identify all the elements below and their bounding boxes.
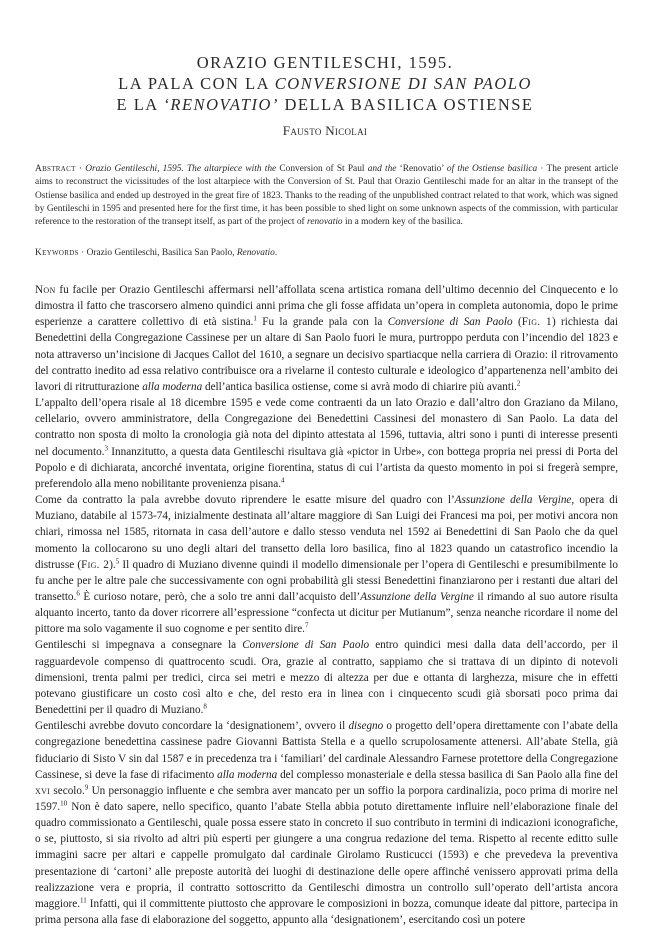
article-title-line-2: LA PALA CON LA CONVERSIONE DI SAN PAOLO	[118, 74, 532, 93]
footnote-ref[interactable]: 1	[253, 314, 257, 323]
abstract-label: Abstract	[35, 164, 76, 174]
paragraph-5: Gentileschi avrebbe dovuto concordare la ‘designationem’, ovvero il disegno o progetto dell’opera direttamente con l’abate della congregazione benedettina cassinese padre Giovanni Battista Stella e a quello scrupolosamente attenersi. All’abate Stella, già fiduciario di Sisto V sin dal 1587 e in precedenza tra i ‘familiari’ del cardinale Alessandro Farnese protettore della Congregazione Cassinese, si deve la fase di rifacimento alla moderna del complesso monasteriale e della stessa basilica di San Paolo alla fine del xvi secolo.$^9$ Un personaggio influente e che sembra aver mancato per un soffio la porpora cardinalizia, poco prima di morire nel 1597.10 Non è dato sapere, nello specifico, quanto l’abate Stella abbia potuto direttamente influire nell’elaborazione finale del quadro commissionato a Gentileschi, quale possa essere stato in concreto il suo contributo in termini di indicazioni iconografiche, o se, piuttosto, si sia rivolto ad altri più esperti per giungere a una congrua redazione del tema. Rispetto al recente editto sulle immagini sacre per altari e cappelle promulgato dal cardinale Girolamo Rusticucci (1593) e che prevedeva la preventiva presentazione di ‘cartoni’ alle preposte autorità dei luoghi di destinazione delle opere affinché venissero approvati prima della realizzazione vera e propria, il contratto sottoscritto da Gentileschi dimostra un controllo sull’operato dell’artista ancora maggiore.$^{11}$ Infatti, qui il committente piuttosto che approvare le composizioni in bozza, comunque ideate dal pittore, partecipa in prima persona alla fase di elaborazione del soggetto, appunto alla ‘designationem’, esercitando così un potere	[35, 720, 618, 927]
paragraph-4: Gentileschi si impegnava a consegnare la Conversione di San Paolo entro quindici mesi dalla data dell’accordo, per il ragguardevole compenso di quattrocento scudi. Ora, grazie al contratto, sappiamo che si trattava di un dipinto di notevoli dimensioni, trenta palmi per tredici, circa sei metri e mezzo di altezza per due e ottanta di larghezza, misure che in effetti potevano giustificare un costo così alto e che, del resto era in linea con i cinquecento scudi già sborsati poco prima dai Benedettini per il quadro di Muziano.$^8$	[35, 639, 618, 717]
author-name: Fausto Nicolai	[282, 123, 368, 138]
title-artwork-name: CONVERSIONE DI SAN PAOLO	[274, 74, 532, 93]
footnote-ref[interactable]: 10	[60, 799, 68, 808]
paragraph-1: Non fu facile per Orazio Gentileschi affermarsi nell’affollata scena artistica romana dell’ultimo decennio del Cinquecento e lo dimostra il fatto che trascorsero almeno quindici anni prima che gli fosse affidata un’opera in completa autonomia, dopo le prime esperienze a carattere collettivo di età sistina.$^1$ Fu la grande pala con la Conversione di San Paolo (Fig. 1) richiesta dai Benedettini della Congregazione Cassinese per un altare di San Paolo fuori le mura, purtroppo perduta con l’incendio del 1823 e nota attraverso un’incisione di Jacques Callot del 1610, a segnare un decisivo spartiacque nella carriera di Orazio: il ritrovamento del contratto inedito ad essa relativo contribuisce ora a rivelarne il contesto culturale e ideologico d’appartenenza nell’ambito dei lavori di ritrutturazione alla moderna dell’antica basilica ostiense, come si avrà modo di chiarire più avanti.$^2$	[35, 284, 619, 393]
footnote-ref[interactable]: 5	[115, 556, 120, 565]
article-title-line-3: E LA ‘RENOVATIO’ DELLA BASILICA OSTIENSE	[116, 95, 534, 114]
abstract: Abstract · Orazio Gentileschi, 1595. The altarpiece with the Conversion of St Paul and the ‘Renovatio’ of the Ostiense basilica · The present article aims to reconstruct the vicissitudes of the lost altarpiece with the Conversion of St. Paul that Orazio Gentileschi made for an altar in the transept of the Ostiense basilica and ended up destroyed in the great fire of 1823. Thanks to the reading of the unpublished contract related to that work, which was signed by Gentileschi in 1595 and presented here for the first time, it has been possible to shed light on some unknown aspects of the commission, with particular reference to the restoration of the transept itself, as part of the project of renovatio in a modern key of the basilica.	[35, 164, 618, 228]
article-body	[35, 282, 618, 928]
footnote-ref[interactable]: 9	[84, 783, 89, 792]
figure-ref[interactable]: Fig. 1	[521, 316, 552, 329]
keywords-label: Keywords	[35, 248, 79, 258]
footnote-ref[interactable]: 6	[76, 589, 80, 598]
keywords: Keywords · Orazio Gentileschi, Basilica San Paolo, Renovatio.	[35, 248, 278, 258]
footnote-ref[interactable]: 2	[516, 379, 521, 388]
footnote-ref[interactable]: 8	[203, 702, 207, 711]
article-title-line-1: ORAZIO GENTILESCHI, 1595.	[196, 53, 454, 72]
footnote-ref[interactable]: 3	[104, 443, 108, 452]
figure-ref[interactable]: Fig. 2	[81, 558, 110, 571]
paragraph-2: L’appalto dell’opera risale al 18 dicembre 1595 e vede come contraenti da un lato Orazio e dall’altro don Graziano da Milano, cellelario, ovvero amministratore, della Congregazione dei Benedettini Cassinesi del monastero di San Paolo. La data del contratto non sposta di molto la cronologia già nota del dipinto attestata al 1596, tuttavia, altri sono i punti di interesse presenti nel documento.$^3$ Innanzitutto, a questa data Gentileschi risultava già «pictor in Urbe», con bottega propria nei pressi di Porta del Popolo e di dichiarata, ancorché inventata, origine fiorentina, status di cui l’artista da questo momento in poi si fregerà sempre, preferendolo alla meno nobilitante provenienza pisana.$^4$	[35, 397, 618, 490]
paragraph-3: Come da contratto la pala avrebbe dovuto riprendere le esatte misure del quadro con l’Assunzione della Vergine, opera di Muziano, databile al 1573-74, inizialmente destinata all’altare maggiore di San Luigi dei Francesi ma poi, per motivi ancora non chiari, rimossa nel 1585, ritornata in casa dell’autore e dallo stesso venduta nel 1592 ai Benedettini di San Paolo che da quel momento la collocarono su uno degli altari del transetto della loro basilica, fino al 1823 quando un catastrofico incendio la distrusse (Fig. 2).$^5$ Il quadro di Muziano divenne quindi il modello dimensionale per l’opera di Gentileschi e presumibilmente lo fu anche per le altre pale che successivamente con ogni probabilità gli stessi Benedettini finanziarono per i restanti due altari del transetto.$^6$ È curioso notare, però, che a solo tre anni dall’acquisto dell’Assunzione della Vergine il rimando al suo autore risulta alquanto incerto, tanto da dover ricorrere all’espressione “confecta ut dicitur per Mutianum”, senza neanche ricordare il nome del pittore ma solo vagamente il suo cognome e per sentito dire.$^7$	[35, 494, 619, 636]
footnote-ref[interactable]: 11	[80, 896, 87, 905]
footnote-ref[interactable]: 7	[304, 621, 309, 630]
footnote-ref[interactable]: 4	[281, 476, 285, 485]
